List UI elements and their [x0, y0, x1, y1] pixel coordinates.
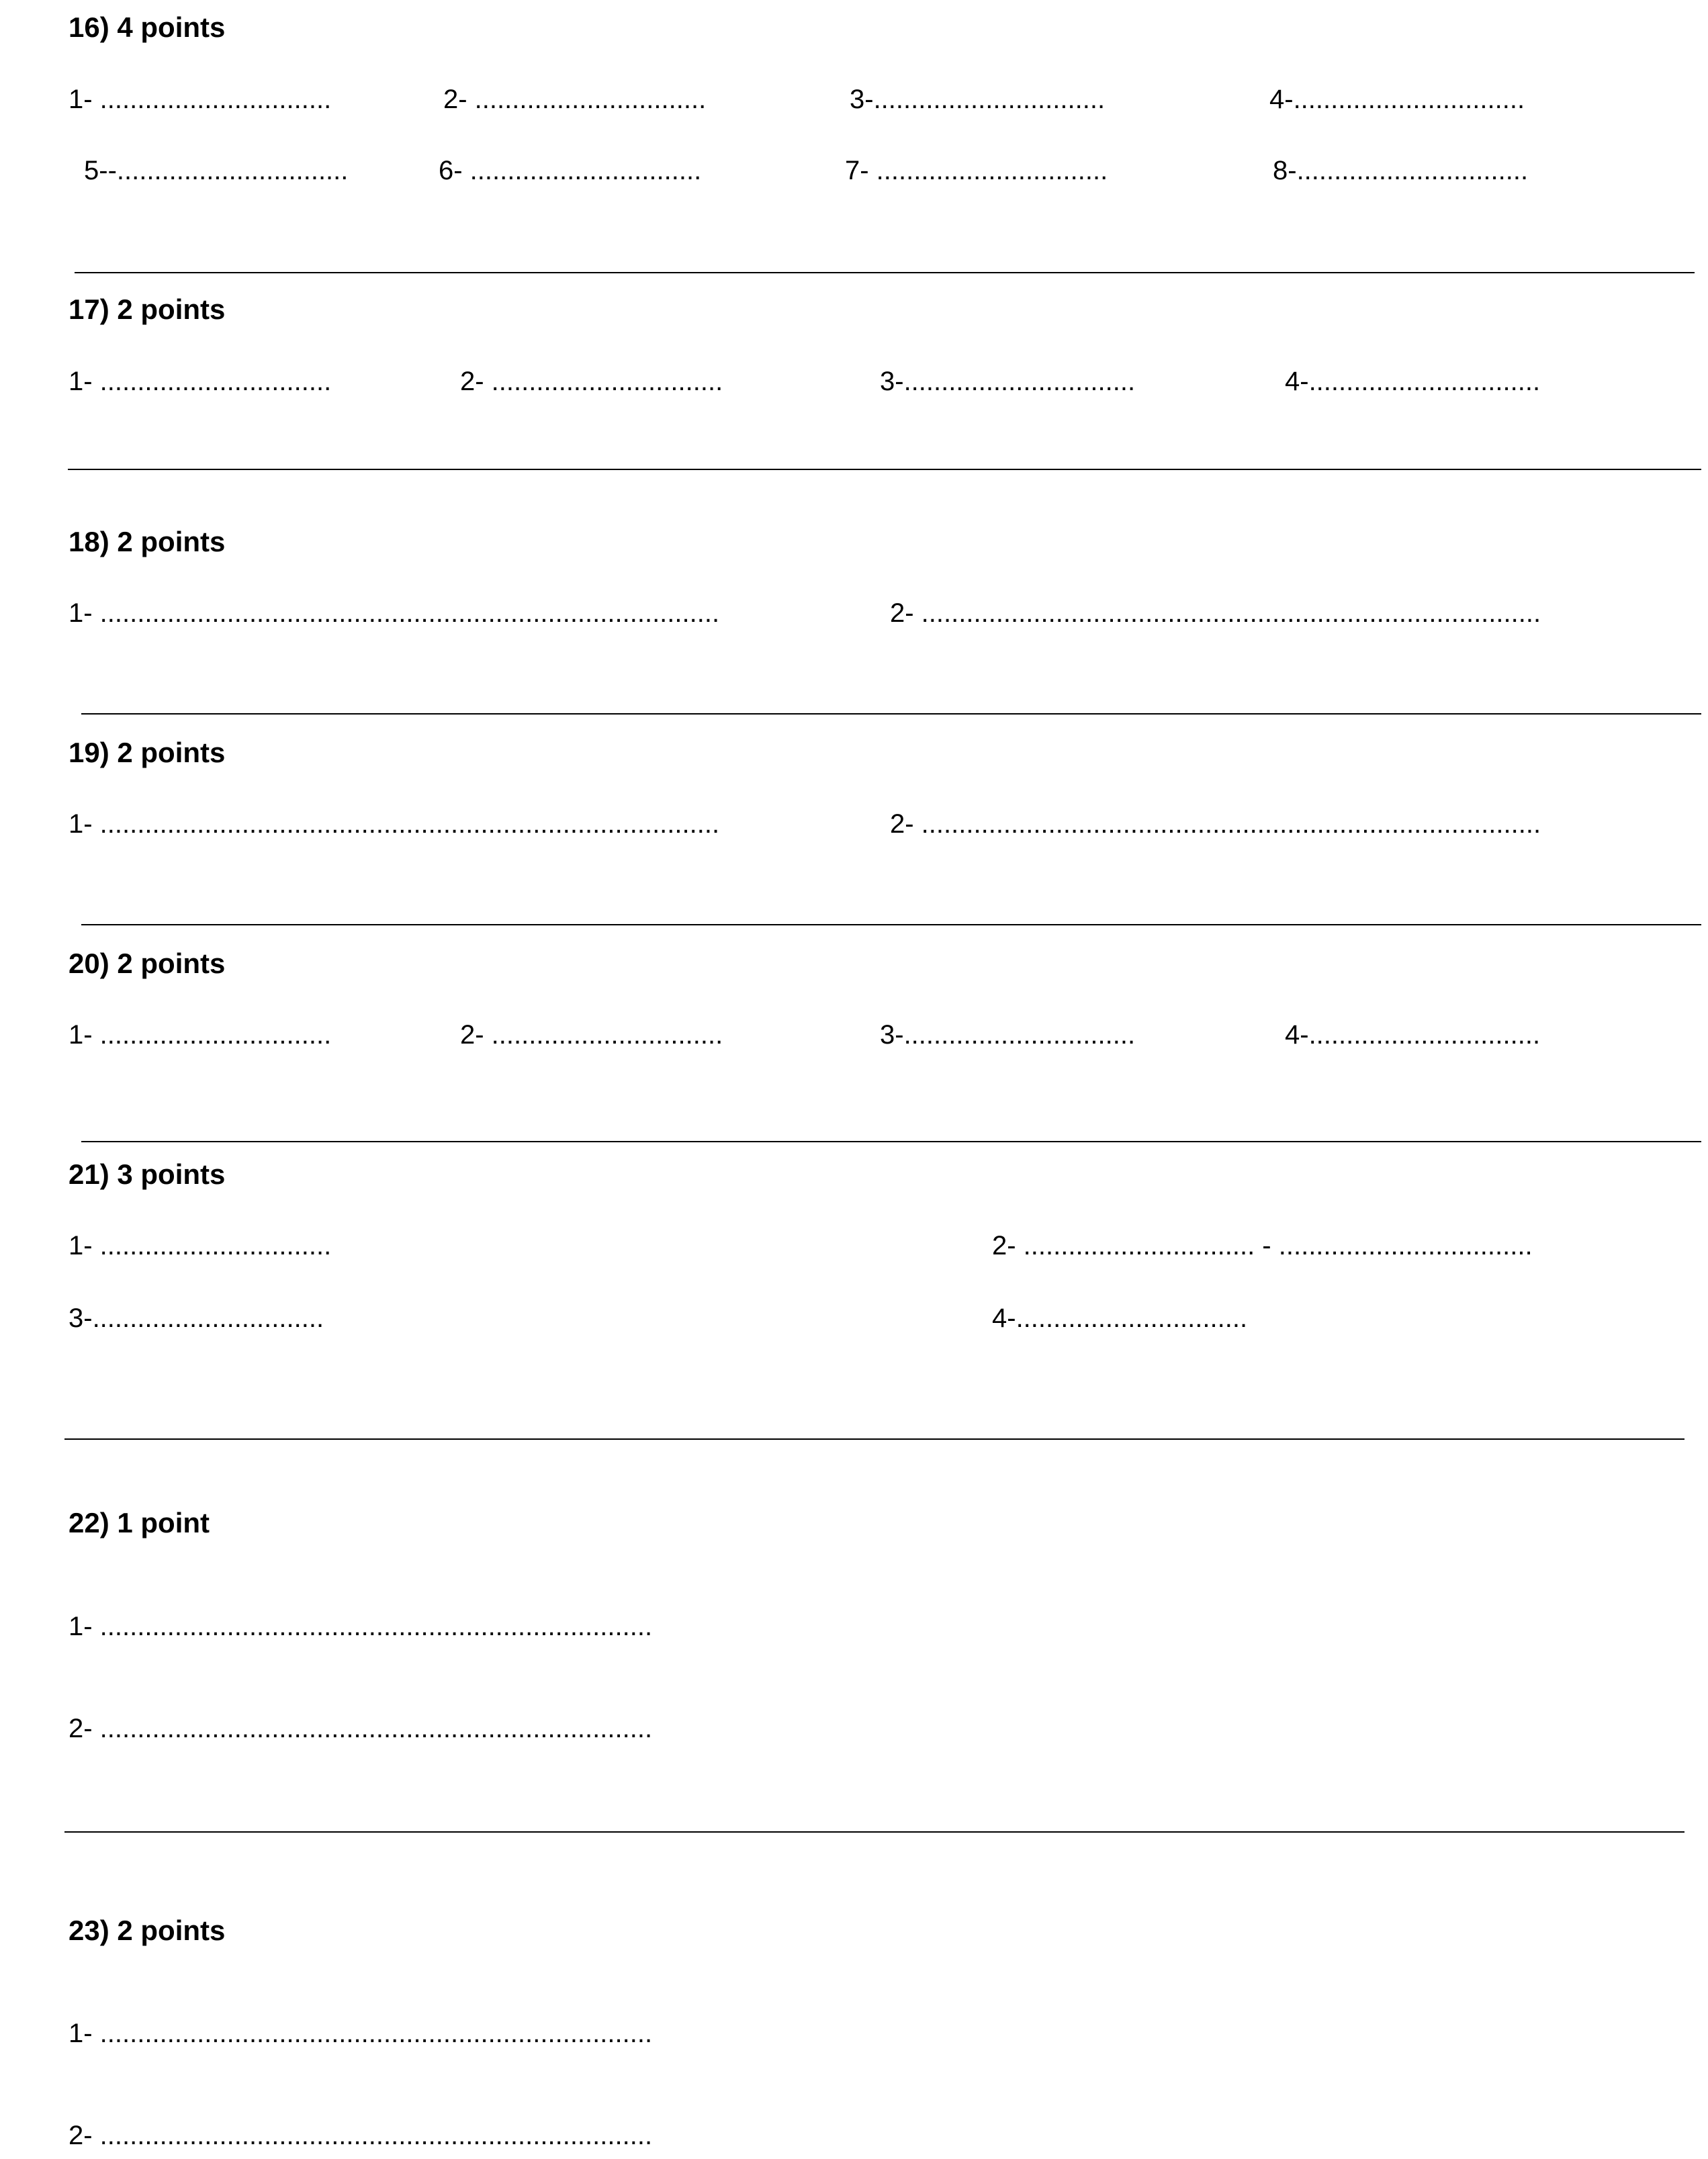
question-20-heading: 20) 2 points — [69, 948, 226, 979]
q16-answer-7[interactable]: 7- ............................... — [845, 156, 1108, 185]
question-22-heading: 22) 1 point — [69, 1507, 210, 1538]
question-16-heading: 16) 4 points — [69, 11, 226, 43]
section-divider — [81, 713, 1701, 715]
question-17-heading: 17) 2 points — [69, 293, 226, 325]
q19-answer-1[interactable]: 1- ................................................................................... — [69, 809, 720, 839]
q21-answer-3[interactable]: 3-............................... — [69, 1303, 324, 1333]
section-divider — [64, 1831, 1684, 1833]
q17-answer-4[interactable]: 4-............................... — [1285, 367, 1541, 396]
q18-answer-1[interactable]: 1- ................................................................................... — [69, 598, 720, 628]
q16-answer-2[interactable]: 2- ............................... — [443, 85, 707, 114]
q21-answer-1[interactable]: 1- ............................... — [69, 1231, 332, 1260]
question-18-heading: 18) 2 points — [69, 526, 226, 557]
q20-answer-3[interactable]: 3-............................... — [880, 1020, 1136, 1050]
q21-answer-4[interactable]: 4-............................... — [992, 1303, 1248, 1333]
q17-answer-3[interactable]: 3-............................... — [880, 367, 1136, 396]
q20-answer-1[interactable]: 1- ............................... — [69, 1020, 332, 1050]
q16-answer-3[interactable]: 3-............................... — [850, 85, 1106, 114]
q16-answer-1[interactable]: 1- ............................... — [69, 85, 332, 114]
question-19-heading: 19) 2 points — [69, 737, 226, 768]
q16-answer-4[interactable]: 4-............................... — [1269, 85, 1525, 114]
q19-answer-2[interactable]: 2- ................................................................................... — [890, 809, 1541, 839]
q18-answer-2[interactable]: 2- ................................................................................... — [890, 598, 1541, 628]
q17-answer-1[interactable]: 1- ............................... — [69, 367, 332, 396]
q22-answer-2[interactable]: 2- .......................................................................... — [69, 1714, 653, 1743]
q16-answer-6[interactable]: 6- ............................... — [439, 156, 702, 185]
section-divider — [64, 1438, 1684, 1440]
q17-answer-2[interactable]: 2- ............................... — [460, 367, 723, 396]
section-divider — [68, 469, 1701, 470]
q22-answer-1[interactable]: 1- .......................................................................... — [69, 1612, 653, 1641]
question-21-heading: 21) 3 points — [69, 1158, 226, 1190]
q16-answer-8[interactable]: 8-............................... — [1273, 156, 1529, 185]
q23-answer-1[interactable]: 1- .......................................................................... — [69, 2019, 653, 2048]
section-divider — [81, 924, 1701, 925]
question-23-heading: 23) 2 points — [69, 1915, 226, 1946]
section-divider — [81, 1141, 1701, 1142]
q20-answer-2[interactable]: 2- ............................... — [460, 1020, 723, 1050]
q16-answer-5[interactable]: 5--............................... — [84, 156, 349, 185]
q20-answer-4[interactable]: 4-............................... — [1285, 1020, 1541, 1050]
q21-answer-2[interactable]: 2- ............................... - .................................. — [992, 1231, 1533, 1260]
q23-answer-2[interactable]: 2- .......................................................................... — [69, 2121, 653, 2150]
section-divider — [75, 272, 1695, 273]
